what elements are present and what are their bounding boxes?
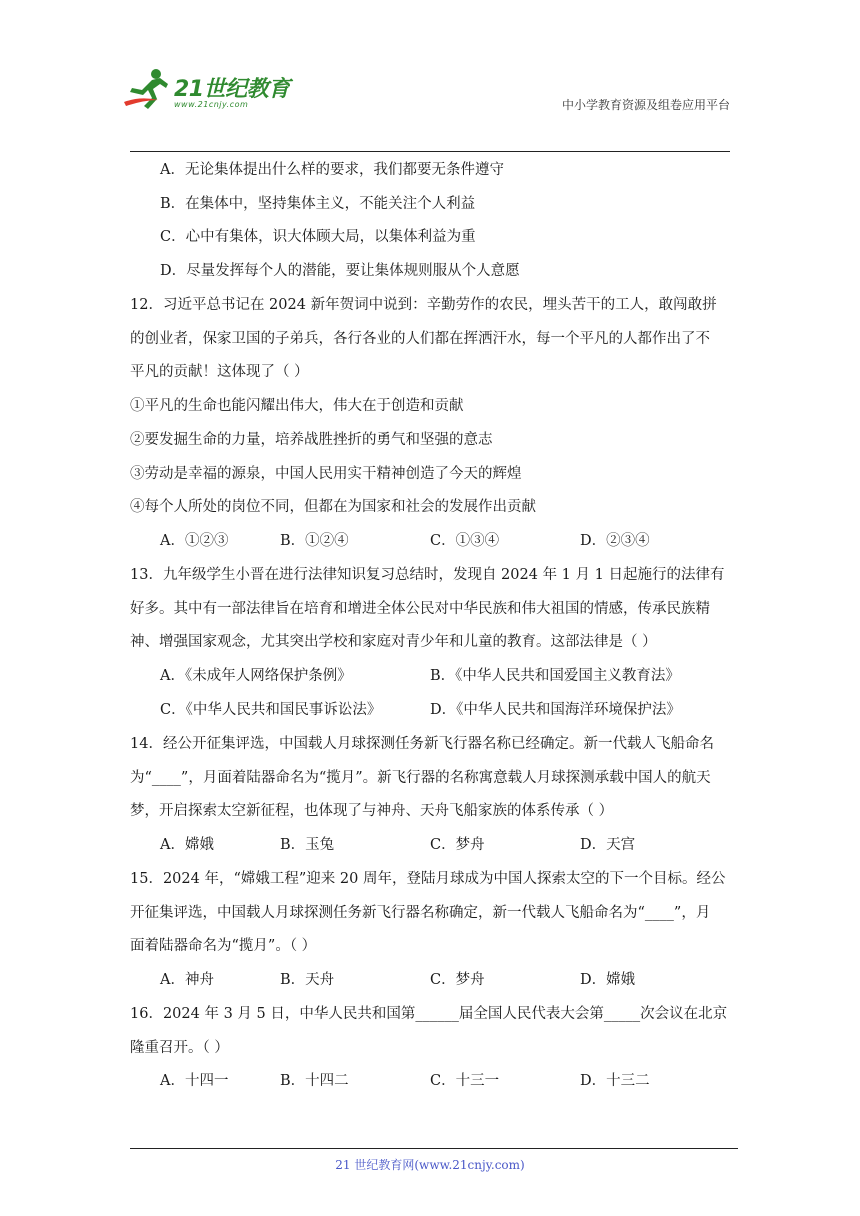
q12-item-3: ③劳动是幸福的源泉，中国人民用实干精神创造了今天的辉煌: [130, 466, 522, 482]
q11-option-b: B．在集体中，坚持集体主义，不能关注个人利益: [160, 196, 476, 212]
q12-item-1: ①平凡的生命也能闪耀出伟大，伟大在于创造和贡献: [130, 398, 464, 414]
q16-option-a: A．十四一: [160, 1073, 229, 1089]
platform-title: 中小学教育资源及组卷应用平台: [561, 98, 730, 112]
logo-url: www.21cnjy.com: [174, 100, 249, 109]
site-logo: [122, 66, 292, 116]
q13-option-d: D．《中华人民共和国海洋环境保护法》: [430, 702, 681, 718]
q16-option-b: B．十四二: [280, 1073, 349, 1089]
runner-icon: [122, 66, 172, 112]
q14-stem-line: 为“____”，月面着陆器命名为“揽月”。新飞行器的名称寓意载人月球探测承载中国人的航天: [130, 770, 711, 786]
q15-stem-line: 开征集评选，中国载人月球探测任务新飞行器名称确定，新一代载人飞船命名为“____”，月: [130, 905, 711, 921]
q13-stem-line: 神、增强国家观念，尤其突出学校和家庭对青少年和儿童的教育。这部法律是（ ）: [130, 634, 657, 650]
q12-option-c: C．①③④: [430, 533, 500, 549]
q12-stem-line: 的创业者，保家卫国的子弟兵，各行各业的人们都在挥洒汗水，每一个平凡的人都作出了不: [130, 331, 710, 347]
q13-stem-line: 好多。其中有一部法律旨在培育和增进全体公民对中华民族和伟大祖国的情感，传承民族精: [130, 601, 710, 617]
q12-item-4: ④每个人所处的岗位不同，但都在为国家和社会的发展作出贡献: [130, 499, 536, 515]
q15-stem-line: 面着陆器命名为“揽月”。（ ）: [130, 938, 317, 954]
q12-stem-line: 平凡的贡献！这体现了（ ）: [130, 364, 309, 380]
q15-option-d: D．嫦娥: [580, 972, 636, 988]
q15-stem-line: 15．2024 年，“嫦娥工程”迎来 20 周年，登陆月球成为中国人探索太空的下一个目标。经公: [130, 871, 726, 887]
q11-option-a: A．无论集体提出什么样的要求，我们都要无条件遵守: [160, 162, 504, 178]
q15-option-c: C．梦舟: [430, 972, 485, 988]
q13-stem-line: 13．九年级学生小晋在进行法律知识复习总结时，发现自 2024 年 1 月 1 日起施行的法律有: [130, 567, 725, 583]
q12-option-a: A．①②③: [160, 533, 229, 549]
page-header: [0, 0, 860, 160]
q16-option-d: D．十三二: [580, 1073, 650, 1089]
q13-option-a: A．《未成年人网络保护条例》: [160, 668, 352, 684]
q14-option-c: C．梦舟: [430, 837, 485, 853]
q14-option-b: B．玉兔: [280, 837, 335, 853]
q13-option-b: B．《中华人民共和国爱国主义教育法》: [430, 668, 680, 684]
q12-option-d: D．②③④: [580, 533, 650, 549]
q14-stem-line: 梦，开启探索太空新征程，也体现了与神舟、天舟飞船家族的体系传承（ ）: [130, 803, 614, 819]
q12-stem-line: 12．习近平总书记在 2024 新年贺词中说到：辛勤劳作的农民，埋头苦干的工人，敢闯敢拼: [130, 297, 717, 313]
q14-stem-line: 14．经公开征集评选，中国载人月球探测任务新飞行器名称已经确定。新一代载人飞船命名: [130, 736, 714, 752]
q15-option-a: A．神舟: [160, 972, 214, 988]
q14-option-d: D．天宫: [580, 837, 636, 853]
logo-text: 21世纪教育: [174, 77, 290, 102]
q15-option-b: B．天舟: [280, 972, 335, 988]
q16-option-c: C．十三一: [430, 1073, 500, 1089]
q16-stem-line: 16．2024 年 3 月 5 日，中华人民共和国第______届全国人民代表大会第_____次会议在北京: [130, 1006, 728, 1022]
q16-stem-line: 隆重召开。（ ）: [130, 1040, 229, 1056]
header-divider: [130, 151, 730, 152]
q13-option-c: C．《中华人民共和国民事诉讼法》: [160, 702, 382, 718]
footer-text: 21 世纪教育网(www.21cnjy.com): [335, 1158, 525, 1172]
footer-divider: [130, 1148, 738, 1149]
q11-option-d: D．尽量发挥每个人的潜能，要让集体规则服从个人意愿: [160, 263, 520, 279]
q14-option-a: A．嫦娥: [160, 837, 214, 853]
q12-item-2: ②要发掘生命的力量，培养战胜挫折的勇气和坚强的意志: [130, 432, 493, 448]
q12-option-b: B．①②④: [280, 533, 349, 549]
q11-option-c: C．心中有集体，识大体顾大局，以集体利益为重: [160, 229, 476, 245]
